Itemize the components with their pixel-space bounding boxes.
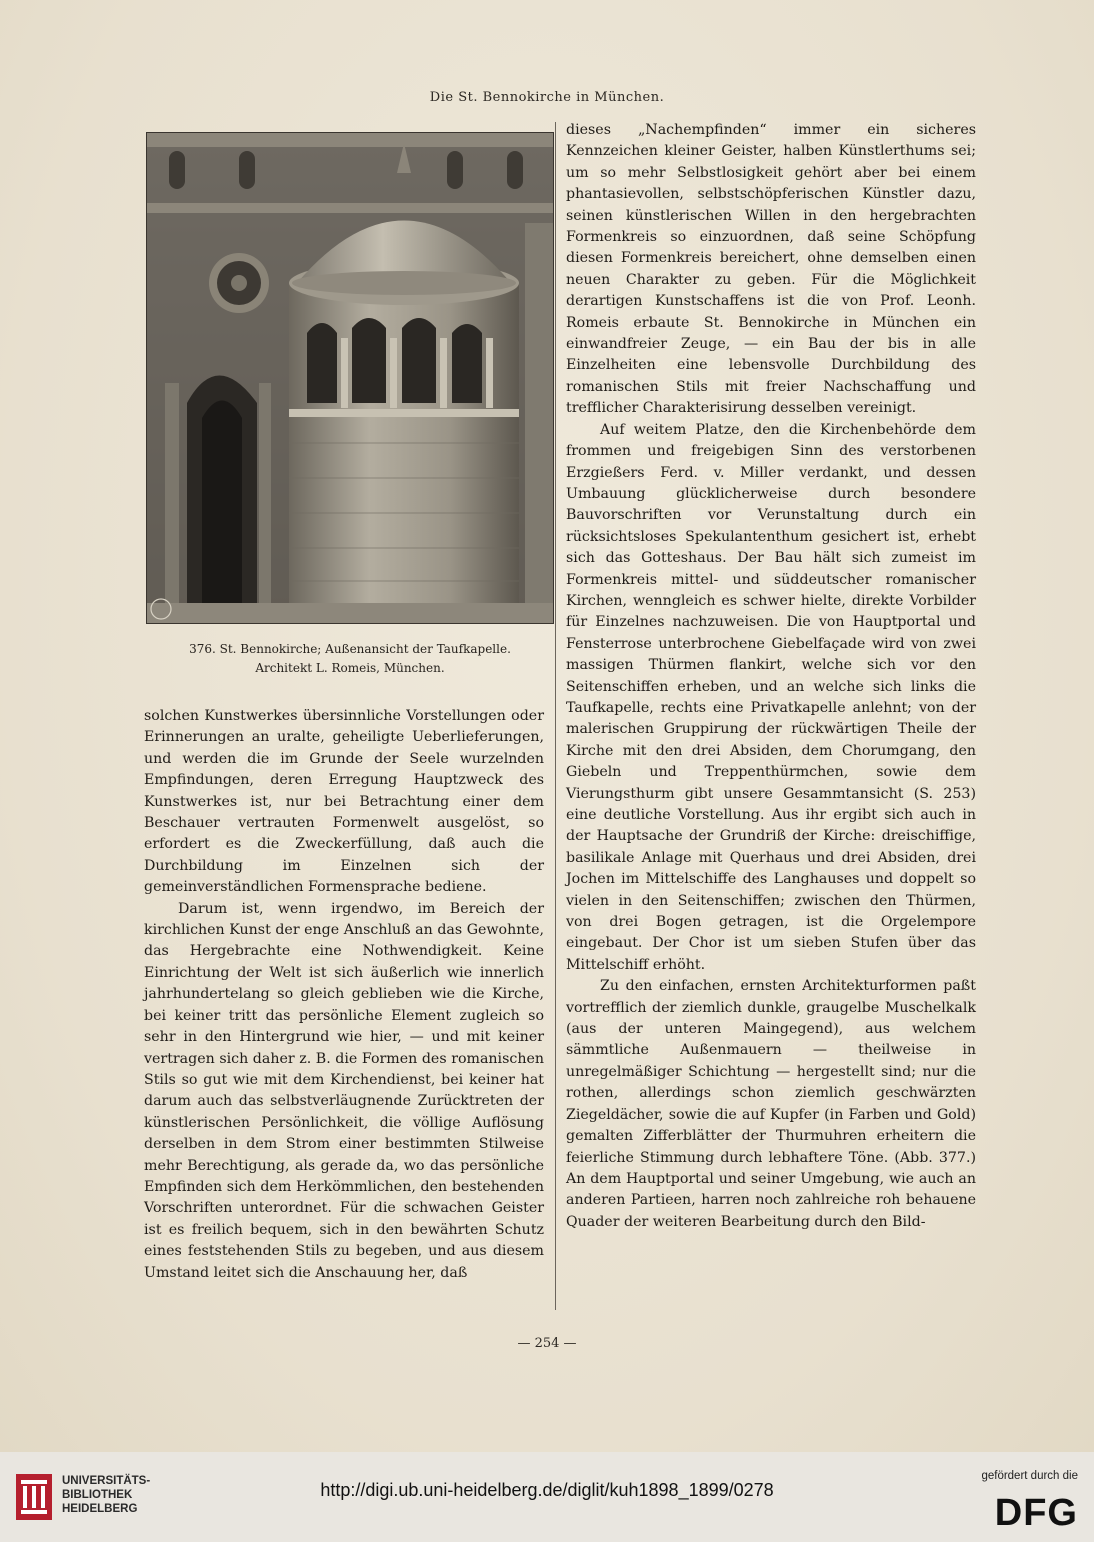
column-divider [555, 122, 556, 1310]
paragraph: Zu den einfachen, ernsten Architekturformen paßt vortrefflich der ziemlich dunkle, graugelbe Muschelkalk (aus der unteren Maingegend), aus welchem sämmtliche Außenmauern — theilweise in unregelmäßiger Schichtung — hergestellt sind; nur die rothen, allerdings schon ziemlich geschwärzten Ziegeldächer, sowie die auf Kupfer (in Farben und Gold) gemalten Zifferblätter der Thurmuhren erheitern die feierliche Stimmung durch lebhaftere Töne. (Abb. 377.) An dem Hauptportal und seiner Umgebung, wie auch an anderen Partieen, harren noch zahlreiche roh behauene Quader der weiteren Bearbeitung durch den Bild- [566, 978, 976, 1230]
right-column-text [566, 120, 976, 1233]
photo-illustration [147, 133, 553, 623]
paragraph: Darum ist, wenn irgendwo, im Bereich der kirchlichen Kunst der enge Anschluß an das Gewohnte, das Hergebrachte eine Nothwendigkeit. Keine Einrichtung der Welt ist sich äußerlich wie innerlich jahrhundertelang so gleich geblieben wie die Kirche, bei keiner tritt das persönliche Element zugleich so sehr in den Hintergrund wie hier, — und mit keiner vertragen sich daher z. B. die Formen des romanischen Stils so gut wie mit dem Kirchendienst, bei keiner hat darum auch das selbstverläugnende Zurücktreten der künstlerischen Persönlichkeit, die völlige Auflösung derselben in dem Strom einer bestimmten Stilweise mehr Berechtigung, als gerade da, wo das persönliche Empfinden sich dem Herkömmlichen, den bestehenden Vorschriften unterordnet. Für die schwachen Geister ist es freilich bequem, sich in den bewährten Schutz eines feststehenden Stils zu begeben, und aus diesem Umstand leitet sich die Anschauung her, daß [144, 900, 544, 1281]
running-head: Die St. Bennokirche in München. [429, 90, 665, 105]
library-name-line-2: BIBLIOTHEK [62, 1489, 133, 1501]
left-column-text [144, 706, 544, 1284]
figure-photo-baptistery [146, 132, 554, 624]
library-name-line-3: HEIDELBERG [62, 1503, 138, 1515]
figure-caption [144, 640, 556, 678]
figure-caption-line-2: Architekt L. Romeis, München. [255, 661, 445, 675]
paragraph: dieses „Nachempfinden“ immer ein sicheres Kennzeichen kleiner Geister, halben Künstlerthums sei; um so mehr Selbstlosigkeit gehört aber bei einem phantasievollen, selbstschöpferischen Künstler dazu, seinen künstlerischen Willen in den hergebrachten Formenkreis so einzuordnen, daß seine Schöpfung diesen Formenkreis bereichert, ohne demselben einen neuen Charakter zu geben. Für die Möglichkeit derartigen Kunstschaffens ist die von Prof. Leonh. Romeis erbaute St. Bennokirche in München ein einwandfreier Zeuge, — ein Bau der bis in alle Einzelheiten eine lebensvolle Durchbildung des romanischen Stils mit freier Nachschaffung und trefflicher Charakterisirung desselben vereinigt. [566, 122, 976, 417]
dfg-logo: DFG [994, 1492, 1078, 1534]
paragraph: Auf weitem Platze, den die Kirchenbehörde dem frommen und freigebigen Sinn des verstorbenen Erzgießers Ferd. v. Miller verdankt, und dessen Umbauung glücklicherweise durch besondere Bauvorschriften vor Verunstaltung durch ein rücksichtsloses Spekulantenthum gesichert ist, erhebt sich das Gotteshaus. Der Bau hält sich zumeist im Formenkreis mittel- und süddeutscher romanischer Kirchen, wenngleich es schwer hielte, direkte Vorbilder für Einzelnes nachzuweisen. Die von Hauptportal und Fensterrose unterbrochene Giebelfaçade wird von zwei massigen Thürmen flankirt, welche sich vor den Seitenschiffen erheben, und an welche sich links die Taufkapelle, rechts eine Privatkapelle anlehnt; von der malerischen Gruppirung der rückwärtigen Theile der Kirche mit den drei Absiden, dem Chorumgang, den Giebeln und Treppenthürmchen, sowie dem Vierungsthurm gibt unsere Gesammtansicht (S. 253) eine deutliche Vorstellung. Aus ihr ergibt sich auch in der Hauptsache der Grundriß der Kirche: dreischiffige, basilikale Anlage mit Querhaus und drei Absiden, drei Jochen im Mittelschiffe des Langhauses und doppelt so vielen in den Seitenschiffen; zwischen den Thürmen, von drei Bogen getragen, ist die Orgelempore eingebaut. Der Chor ist um sieben Stufen über das Mittelschiff erhöht. [566, 421, 976, 973]
library-name-line-1: UNIVERSITÄTS- [62, 1475, 151, 1487]
funder-text: gefördert durch die [981, 1470, 1078, 1482]
page-number: — 254 — [517, 1336, 577, 1351]
paragraph: solchen Kunstwerkes übersinnliche Vorstellungen oder Erinnerungen an uralte, geheiligte Ueberlieferungen, und werden die im Grunde der Seele wurzelnden Empfindungen, deren Erregung Hauptzweck des Kunstwerkes ist, nur bei Betrachtung einer dem Beschauer vertrauten Formenwelt ausgelöst, so erfordert es die Zweckerfüllung, daß auch die Durchbildung im Einzelnen sich der gemeinverständlichen Formensprache bediene. [144, 708, 544, 896]
figure-caption-line-1: 376. St. Bennokirche; Außenansicht der Taufkapelle. [189, 642, 511, 656]
permalink-url[interactable]: http://digi.ub.uni-heidelberg.de/diglit/kuh1898_1899/0278 [320, 1480, 774, 1500]
